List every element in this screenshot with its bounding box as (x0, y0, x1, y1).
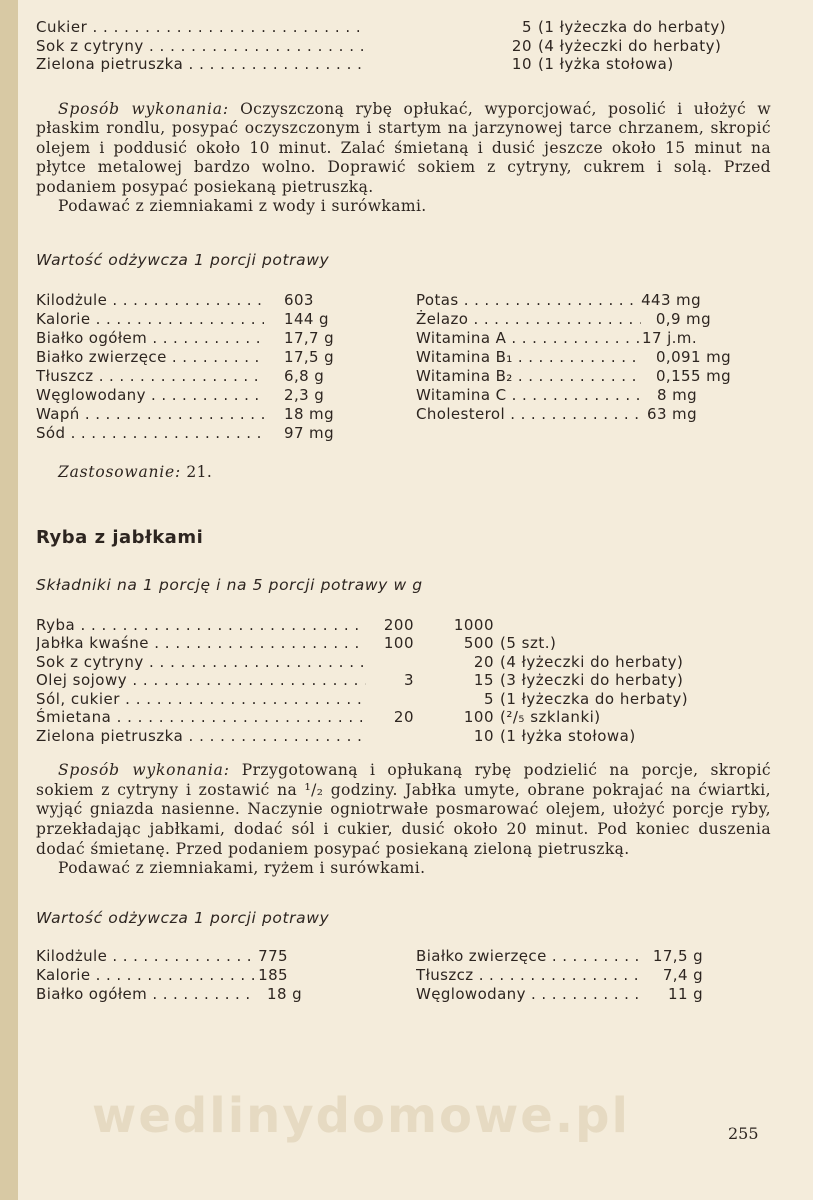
ingredient-row: Zielona pietruszka . . . 10 (1 łyżka stołowa) (36, 55, 771, 74)
nutrition-row: Kilodżule . . . 775 (36, 947, 416, 966)
nutrition-row: Witamina A . . . 17 j.m. (416, 329, 746, 348)
nutrition-row: Wapń . . . 18 mg (36, 405, 416, 424)
nutrition-row: Białko zwierzęce . . . 17,5 g (416, 947, 746, 966)
nutrition-table-1 (36, 291, 771, 443)
nutrition-right-column (416, 291, 746, 443)
nutrition-row: Tłuszcz . . . 6,8 g (36, 367, 416, 386)
nutrition-row: Sód . . . 97 mg (36, 424, 416, 443)
nutrition-row: Witamina C . . . 8 mg (416, 386, 746, 405)
method-label: Sposób wykonania: (58, 99, 229, 118)
ingredient-row: Cukier . . . 5 (1 łyżeczka do herbaty) (36, 18, 771, 37)
nutrition-table-2 (36, 947, 771, 1004)
ingredient-row: Śmietana . . . 20 100 (²/₅ szklanki) (36, 708, 771, 727)
ingredient-row: Sól, cukier . . . 5 (1 łyżeczka do herbaty) (36, 690, 771, 709)
nutrition-heading-2: Wartość odżywcza 1 porcji potrawy (36, 908, 330, 927)
ingredient-row: Sok z cytryny . . . 20 (4 łyżeczki do herbaty) (36, 653, 771, 672)
nutrition-row: Tłuszcz . . . 7,4 g (416, 966, 746, 985)
ingredient-row: Olej sojowy . . . 3 15 (3 łyżeczki do herbaty) (36, 671, 771, 690)
method-text: Oczyszczoną rybę opłukać, wyporcjować, posolić i ułożyć w płaskim rondlu, posypać oczyszczonym i startym na jarzynowej tarce chrzanem, skropić olejem i poddusić około 10 minut. Zalać śmietaną i dusić jeszcze około 15 minut na płytce metalowej bardzo wolno. Doprawić sokiem z cytryny, cukrem i solą. Przed podaniem posypać posiekaną pietruszką. (36, 99, 771, 196)
nutrition-row: Cholesterol . . . 63 mg (416, 405, 746, 424)
method-paragraph-1 (36, 100, 771, 198)
ingredient-row: Sok z cytryny . . . 20 (4 łyżeczki do herbaty) (36, 37, 771, 56)
method-text: Przygotowaną i opłukaną rybę podzielić na porcje, skropić sokiem z cytryny i zostawić na ¹/₂ godziny. Jabłka umyte, obrane pokrajać na ćwiartki, wyjąć gniazda nasienne. Naczynie ogniotrwałe posmarować olejem, ułożyć porcje ryby, przekładając jabłkami, dodać sól i cukier, dusić około 20 minut. Pod koniec duszenia dodać śmietanę. Przed podaniem posypać posiekaną zieloną pietruszką. (36, 761, 772, 858)
method-label: Sposób wykonania: (58, 761, 230, 780)
page-edge (0, 0, 18, 1200)
recipe-title: Ryba z jabłkami (36, 526, 204, 548)
nutrition-row: Kalorie . . . 144 g (36, 310, 416, 329)
nutrition-left-column (36, 291, 416, 443)
ingredients-heading: Składniki na 1 porcję i na 5 porcji potrawy w g (36, 575, 423, 594)
ingredient-row: Ryba . . . 200 1000 (36, 616, 771, 635)
nutrition-row: Potas . . . 443 mg (416, 291, 746, 310)
nutrition-heading-1: Wartość odżywcza 1 porcji potrawy (36, 251, 330, 270)
serving-note-2: Podawać z ziemniakami, ryżem i surówkami. (58, 859, 426, 878)
nutrition-row: Białko ogółem . . . 17,7 g (36, 329, 416, 348)
usage-line: Zastosowanie: 21. (58, 463, 213, 482)
ingredient-row: Zielona pietruszka . . . 10 (1 łyżka stołowa) (36, 727, 771, 746)
nutrition-row: Kalorie . . . 185 (36, 966, 416, 985)
nutrition-right-column (416, 947, 746, 1004)
nutrition-row: Białko zwierzęce . . . 17,5 g (36, 348, 416, 367)
nutrition-row: Kilodżule . . . 603 (36, 291, 416, 310)
nutrition-row: Węglowodany . . . 11 g (416, 985, 746, 1004)
nutrition-row: Białko ogółem . . . 18 g (36, 985, 416, 1004)
watermark: wedlinydomowe.pl (92, 1088, 630, 1144)
page-content (36, 18, 771, 1004)
nutrition-left-column (36, 947, 416, 1004)
ingredient-row: Jabłka kwaśne . . . 100 500 (5 szt.) (36, 634, 771, 653)
nutrition-row: Węglowodany . . . 2,3 g (36, 386, 416, 405)
page-number: 255 (728, 1124, 759, 1143)
nutrition-row: Witamina B₂ . . . 0,155 mg (416, 367, 746, 386)
nutrition-row: Witamina B₁ . . . 0,091 mg (416, 348, 746, 367)
method-paragraph-2 (36, 761, 771, 859)
serving-note-1: Podawać z ziemniakami z wody i surówkami. (58, 197, 427, 216)
nutrition-row: Żelazo . . . 0,9 mg (416, 310, 746, 329)
top-ingredients (36, 18, 771, 74)
recipe-ingredients (36, 616, 771, 746)
